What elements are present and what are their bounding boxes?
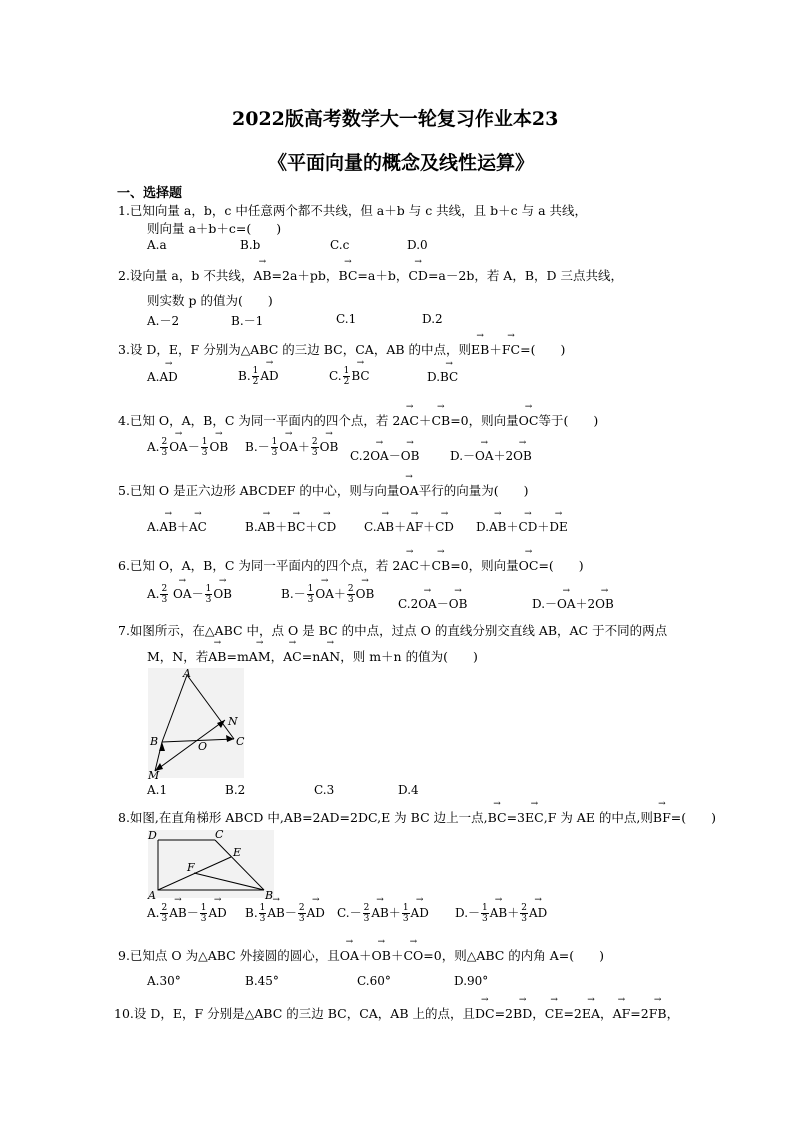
trapezoid-figure-q8: [145, 827, 277, 901]
question-7-line1: 7.如图所示，在△ABC 中，点 O 是 BC 的中点，过点 O 的直线分别交直线 AB，AC 于不同的两点: [118, 623, 668, 638]
page-title: 2022版高考数学大一轮复习作业本23: [232, 108, 559, 130]
q1-option-a: A.a: [147, 238, 167, 252]
q3-option-b: B. $\frac{1}{2}$ → AD: [238, 366, 279, 387]
label-d: D: [148, 829, 157, 842]
label-a: A: [148, 889, 156, 901]
q6-option-b: B.－ $\frac{1}{3}$ → OA＋ $\frac{2}{3}$ → OB: [281, 584, 374, 605]
q2-option-d: D.2: [422, 312, 443, 326]
question-9: 9.已知点 O 为△ABC 外接圆的圆心，且→ OA＋→ OB＋→ CO=0，则△ABC 的内角 A=( ): [118, 946, 604, 964]
q9-option-d: D.90°: [454, 974, 489, 988]
q6-option-c: C.2→ OA－→ OB: [398, 595, 467, 612]
question-5: 5.已知 O 是正六边形 ABCDEF 的中心，则与向量→ OA平行的向量为( ): [118, 481, 528, 499]
q8-option-a: A. $\frac{2}{3}$ → AB－ $\frac{1}{3}$ → AD: [147, 903, 227, 924]
q8-option-d: D.－ $\frac{1}{3}$ → AB＋ $\frac{2}{3}$ → AD: [455, 903, 547, 924]
question-2-line1: 2.设向量 a，b 不共线，→ AB=2a＋pb，→ BC=a＋b，→ CD=a－2b，若 A，B，D 三点共线，: [118, 266, 623, 284]
label-c: C: [215, 828, 224, 841]
q3-option-c: C. $\frac{1}{2}$ → BC: [329, 366, 370, 387]
page-subtitle: 《平面向量的概念及线性运算》: [268, 152, 535, 174]
q3-option-a: A.→ AD: [147, 370, 178, 384]
question-8: 8.如图,在直角梯形 ABCD 中,AB=2AD=2DC,E 为 BC 边上一点,→ BC=3→ EC,F 为 AE 的中点,则→ BF=( ): [118, 808, 716, 826]
q3-option-d: D.→ BC: [427, 370, 458, 384]
question-4: 4.已知 O，A，B，C 为同一平面内的四个点，若 2→ AC＋→ CB=0，则向量→ OC等于( ): [118, 411, 598, 429]
question-6: 6.已知 O，A，B，C 为同一平面内的四个点，若 2→ AC＋→ CB=0，则向量→ OC=( ): [118, 556, 584, 574]
q9-option-c: C.60°: [357, 974, 391, 988]
q6-option-d: D.－→ OA＋2→ OB: [532, 595, 614, 612]
question-7-line2: M，N，若→ AB=m→ AM，→ AC=n→ AN，则 m＋n 的值为( ): [147, 647, 478, 665]
q4-option-b: B.－ $\frac{1}{3}$ → OA＋ $\frac{2}{3}$ → OB: [245, 437, 338, 458]
q1-option-d: D.0: [407, 238, 428, 252]
q6-option-a: A. $\frac{2}{3}$ → OA－ $\frac{1}{3}$ → OB: [147, 584, 232, 605]
q7-option-a: A.1: [147, 783, 168, 797]
q4-option-d: D.－→ OA＋2→ OB: [450, 447, 532, 464]
section-heading: 一、选择题: [117, 186, 183, 201]
label-b: B: [150, 735, 159, 748]
q7-option-b: B.2: [225, 783, 246, 797]
q8-option-c: C.－ $\frac{2}{3}$ → AB＋ $\frac{1}{3}$ → AD: [337, 903, 429, 924]
question-2-line2: 则实数 p 的值为( ): [147, 293, 273, 308]
q1-option-c: C.c: [330, 238, 350, 252]
q5-option-b: B.→ AB＋→ BC＋→ CD: [245, 518, 336, 535]
label-a: A: [183, 667, 191, 680]
question-1-line1: 1.已知向量 a，b，c 中任意两个都不共线，但 a＋b 与 c 共线，且 b＋c 与 a 共线，: [118, 203, 588, 218]
triangle-figure-q7: [145, 665, 255, 780]
q4-option-c: C.2→ OA－→ OB: [350, 447, 419, 464]
q5-option-d: D.→ AB＋→ CD＋→ DE: [476, 518, 568, 535]
q1-option-b: B.b: [240, 238, 261, 252]
q9-option-b: B.45°: [245, 974, 279, 988]
question-3: 3.设 D，E，F 分别为△ABC 的三边 BC，CA，AB 的中点，则→ EB＋→ FC=( ): [118, 340, 565, 358]
label-b: B: [265, 889, 274, 901]
q9-option-a: A.30°: [147, 974, 181, 988]
label-e: E: [233, 846, 242, 859]
q4-option-a: A. $\frac{2}{3}$ → OA－ $\frac{1}{3}$ → OB: [147, 437, 228, 458]
q2-option-a: A.－2: [147, 314, 180, 328]
label-n: N: [228, 715, 238, 728]
label-c: C: [236, 735, 245, 748]
q2-option-b: B.－1: [231, 314, 264, 328]
q7-option-d: D.4: [398, 783, 419, 797]
q7-option-c: C.3: [314, 783, 335, 797]
question-1-line2: 则向量 a＋b＋c=( ): [147, 221, 282, 236]
question-10: 10.设 D，E，F 分别是△ABC 的三边 BC，CA，AB 上的点，且→ DC=2→ BD，→ CE=2→ EA，→ AF=2→ FB，: [114, 1004, 679, 1022]
label-o: O: [198, 740, 208, 753]
q5-option-c: C.→ AB＋→ AF＋→ CD: [364, 518, 454, 535]
label-m: M: [148, 769, 160, 780]
q8-option-b: B. $\frac{1}{3}$ → AB－ $\frac{2}{3}$ → AD: [245, 903, 325, 924]
q5-option-a: A.→ AB＋→ AC: [147, 518, 207, 535]
label-f: F: [187, 861, 195, 874]
q2-option-c: C.1: [336, 312, 357, 326]
